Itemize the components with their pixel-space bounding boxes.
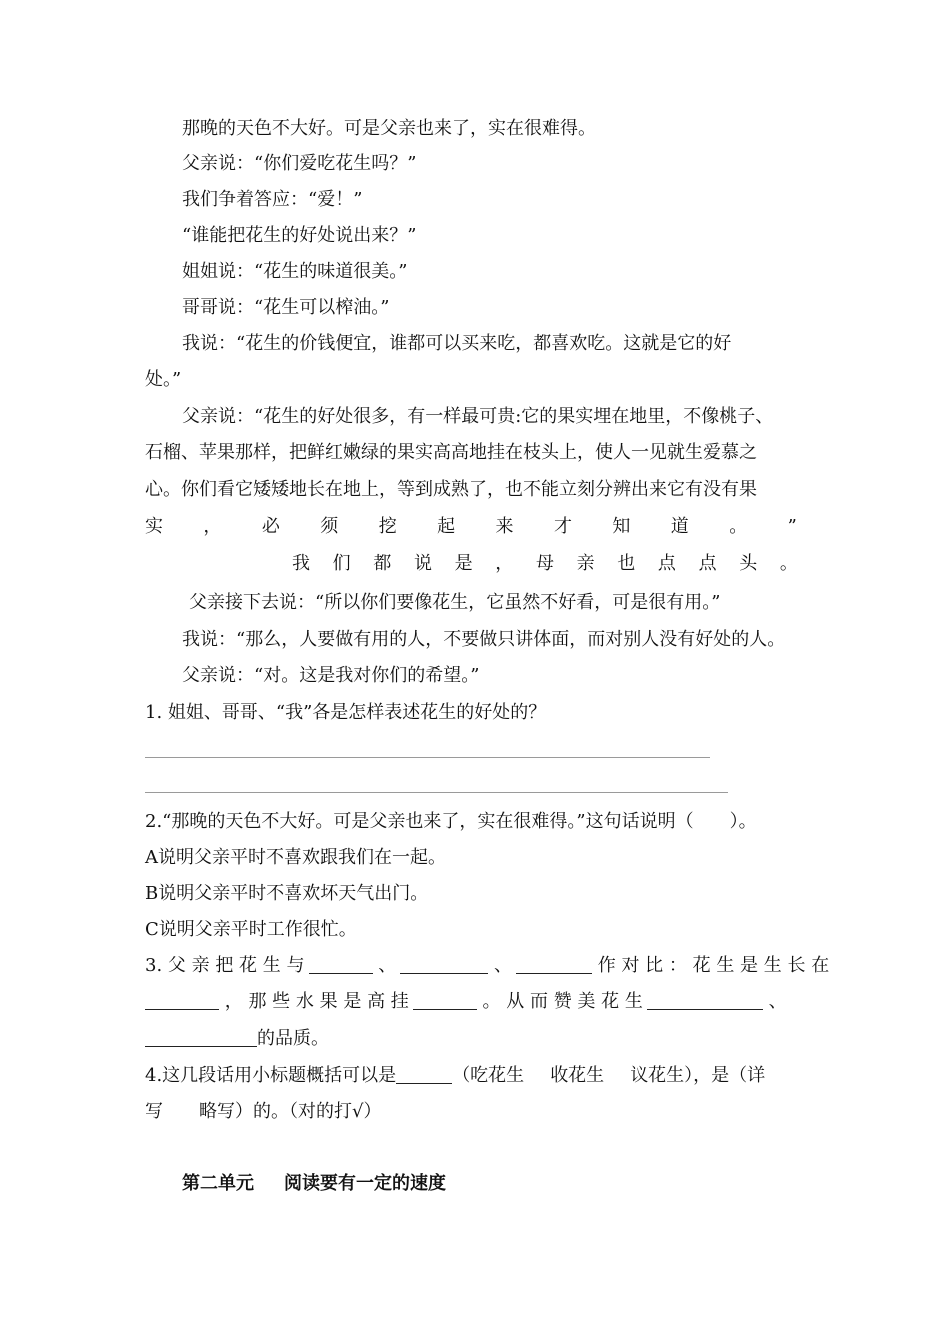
- char: 点: [657, 553, 676, 574]
- spread-line-1: [145, 515, 797, 539]
- char: 须: [320, 516, 339, 537]
- char: 起: [437, 516, 456, 537]
- q3-text: 、: [378, 955, 397, 976]
- q4-text: 4.这几段话用小标题概括可以是: [145, 1065, 397, 1086]
- answer-line[interactable]: [145, 757, 710, 758]
- fill-blank[interactable]: [145, 1028, 257, 1047]
- passage-line: 我说：“花生的价钱便宜，谁都可以买来吃，都喜欢吃。这就是它的好: [182, 333, 732, 354]
- q3-text: ， 那 些 水 果 是 高 挂: [224, 991, 409, 1012]
- unit-label: 第二单元: [182, 1173, 254, 1194]
- char: 知: [612, 516, 631, 537]
- question-3-line-2: [145, 990, 815, 1014]
- char: 才: [553, 516, 572, 537]
- char: 也: [617, 553, 636, 574]
- question-4-line-1: [145, 1064, 815, 1088]
- fill-blank[interactable]: [400, 955, 488, 974]
- passage-line: “谁能把花生的好处说出来？”: [182, 225, 417, 246]
- q4-option[interactable]: （吃花生: [452, 1065, 525, 1086]
- fill-blank[interactable]: [647, 991, 763, 1010]
- section-title: 阅读要有一定的速度: [284, 1173, 446, 1194]
- passage-line: 那晚的天色不大好。可是父亲也来了，实在很难得。: [182, 118, 596, 139]
- passage-line: 父亲说：“对。这是我对你们的希望。”: [182, 665, 480, 686]
- option-b: B说明父亲平时不喜欢坏天气出门。: [145, 883, 429, 904]
- question-3-line-1: [145, 954, 830, 978]
- question-4-line-2: [145, 1100, 815, 1124]
- question-1: 1. 姐姐、哥哥、“我”各是怎样表述花生的好处的？: [145, 702, 547, 723]
- q3-text: 。 从 而 赞 美 花 生: [482, 991, 643, 1012]
- char: 都: [373, 553, 392, 574]
- fill-blank[interactable]: [145, 991, 219, 1010]
- passage-line: 姐姐说：“花生的味道很美。”: [182, 261, 408, 282]
- char: 实: [145, 516, 163, 537]
- q4-option[interactable]: 略写）的。（对的打√）: [199, 1101, 382, 1122]
- char: ，: [203, 516, 222, 537]
- passage-line: 我们争着答应：“爱！”: [182, 189, 363, 210]
- char: 母: [535, 553, 554, 574]
- char: 必: [261, 516, 280, 537]
- q4-option[interactable]: 写: [145, 1101, 163, 1122]
- passage-line: 父亲接下去说：“所以你们要像花生，它虽然不好看，可是很有用。”: [189, 592, 721, 613]
- fill-blank[interactable]: [309, 955, 373, 974]
- char: 。: [729, 516, 748, 537]
- passage-line: 处。”: [145, 369, 182, 390]
- q3-text: 的品质。: [257, 1028, 329, 1049]
- question-2: 2.“那晚的天色不大好。可是父亲也来了，实在很难得。”这句话说明（ ）。: [145, 811, 757, 832]
- answer-line[interactable]: [145, 792, 728, 793]
- q3-text: 3. 父 亲 把 花 生 与: [145, 955, 305, 976]
- char: ，: [495, 553, 514, 574]
- option-c: C说明父亲平时工作很忙。: [145, 919, 357, 940]
- q3-text: 作 对 比 ： 花 生 是 生 长 在: [597, 955, 830, 976]
- fill-blank[interactable]: [413, 991, 477, 1010]
- char: 挖: [378, 516, 397, 537]
- char: 我: [292, 553, 310, 574]
- passage-line: 父亲说：“你们爱吃花生吗？”: [182, 153, 417, 174]
- fill-blank[interactable]: [396, 1065, 452, 1084]
- passage-line: 石榴、苹果那样，把鲜红嫩绿的果实高高地挂在枝头上，使人一见就生爱慕之: [145, 442, 757, 463]
- char: 头: [739, 553, 758, 574]
- char: 是: [454, 553, 473, 574]
- char: ”: [787, 516, 797, 537]
- section-heading: [182, 1172, 446, 1196]
- passage-line: 我说：“那么，人要做有用的人，不要做只讲体面，而对别人没有好处的人。: [182, 629, 786, 650]
- passage-line: 父亲说：“花生的好处很多，有一样最可贵:它的果实埋在地里，不像桃子、: [182, 406, 774, 427]
- spread-line-2: [292, 552, 798, 576]
- q3-text: 、: [768, 991, 787, 1012]
- char: 。: [779, 553, 798, 574]
- char: 说: [413, 553, 432, 574]
- q4-option[interactable]: 议花生），是（详: [630, 1065, 766, 1086]
- passage-line: 哥哥说：“花生可以榨油。”: [182, 297, 390, 318]
- option-a: A说明父亲平时不喜欢跟我们在一起。: [145, 847, 446, 868]
- passage-line: 心。你们看它矮矮地长在地上，等到成熟了，也不能立刻分辨出来它有没有果: [145, 479, 757, 500]
- char: 亲: [576, 553, 595, 574]
- question-3-line-3: [145, 1027, 815, 1051]
- fill-blank[interactable]: [516, 955, 592, 974]
- char: 来: [495, 516, 514, 537]
- char: 们: [332, 553, 351, 574]
- char: 点: [698, 553, 717, 574]
- char: 道: [670, 516, 689, 537]
- q3-text: 、: [493, 955, 512, 976]
- q4-option[interactable]: 收花生: [550, 1065, 605, 1086]
